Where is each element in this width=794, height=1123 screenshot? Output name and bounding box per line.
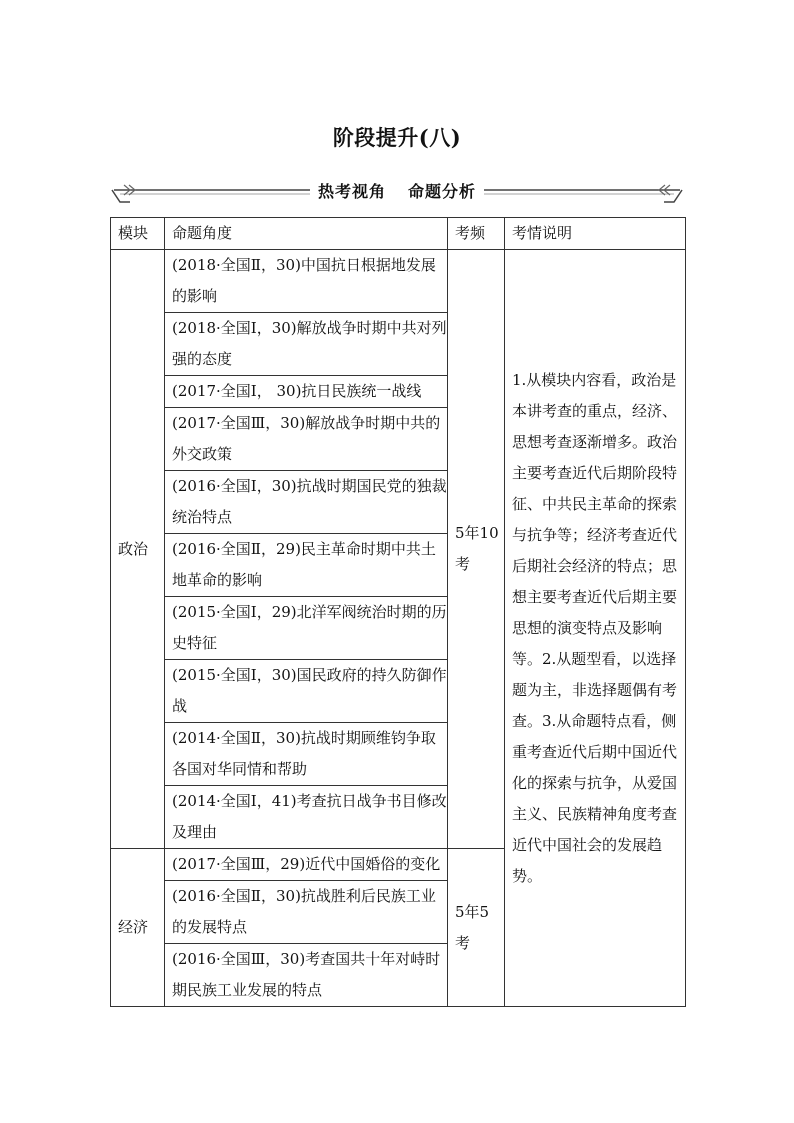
header-angle: 命题角度 (165, 218, 448, 250)
module-name: 政治 (111, 250, 165, 849)
banner-label-left: 热考视角 (317, 182, 386, 201)
angle-cell: (2018·全国Ⅱ，30)中国抗日根据地发展的影响 (165, 250, 448, 313)
angle-cell: (2016·全国Ⅲ，30)考查国共十年对峙时期民族工业发展的特点 (165, 944, 448, 1007)
angle-cell: (2017·全国Ⅰ， 30)抗日民族统一战线 (165, 376, 448, 408)
header-frequency: 考频 (448, 218, 505, 250)
page-title: 阶段提升(八) (332, 125, 462, 150)
angle-cell: (2017·全国Ⅲ，29)近代中国婚俗的变化 (165, 849, 448, 881)
exam-analysis-table (110, 217, 686, 1007)
description-cell: 1.从模块内容看，政治是本讲考查的重点，经济、思想考查逐渐增多。政治主要考查近代后期阶段特征、中共民主革命的探索与抗争等；经济考查近代后期社会经济的特点；思想主要考查近代后期主要思想的演变特点及影响等。2.从题型看，以选择题为主，非选择题偶有考查。3.从命题特点看，侧重考查近代后期中国近代化的探索与抗争，从爱国主义、民族精神角度考查近代中国社会的发展趋势。 (505, 250, 686, 1007)
header-module: 模块 (111, 218, 165, 250)
angle-cell: (2018·全国Ⅰ，30)解放战争时期中共对列强的态度 (165, 313, 448, 376)
table-header-row (111, 218, 686, 250)
section-banner (110, 176, 684, 204)
angle-cell: (2015·全国Ⅰ，30)国民政府的持久防御作战 (165, 660, 448, 723)
angle-cell: (2017·全国Ⅲ，30)解放战争时期中共的外交政策 (165, 408, 448, 471)
angle-cell: (2016·全国Ⅱ，29)民主革命时期中共土地革命的影响 (165, 534, 448, 597)
table-row (111, 250, 686, 313)
banner-label-right: 命题分析 (408, 182, 477, 201)
angle-cell: (2014·全国Ⅱ，30)抗战时期顾维钧争取各国对华同情和帮助 (165, 723, 448, 786)
frequency-cell: 5年5考 (448, 849, 505, 1007)
angle-cell: (2016·全国Ⅰ，30)抗战时期国民党的独裁统治特点 (165, 471, 448, 534)
module-name: 经济 (111, 849, 165, 1007)
header-description: 考情说明 (505, 218, 686, 250)
angle-cell: (2015·全国Ⅰ，29)北洋军阀统治时期的历史特征 (165, 597, 448, 660)
angle-cell: (2016·全国Ⅱ，30)抗战胜利后民族工业的发展特点 (165, 881, 448, 944)
angle-cell: (2014·全国Ⅰ，41)考查抗日战争书目修改及理由 (165, 786, 448, 849)
frequency-cell: 5年10考 (448, 250, 505, 849)
